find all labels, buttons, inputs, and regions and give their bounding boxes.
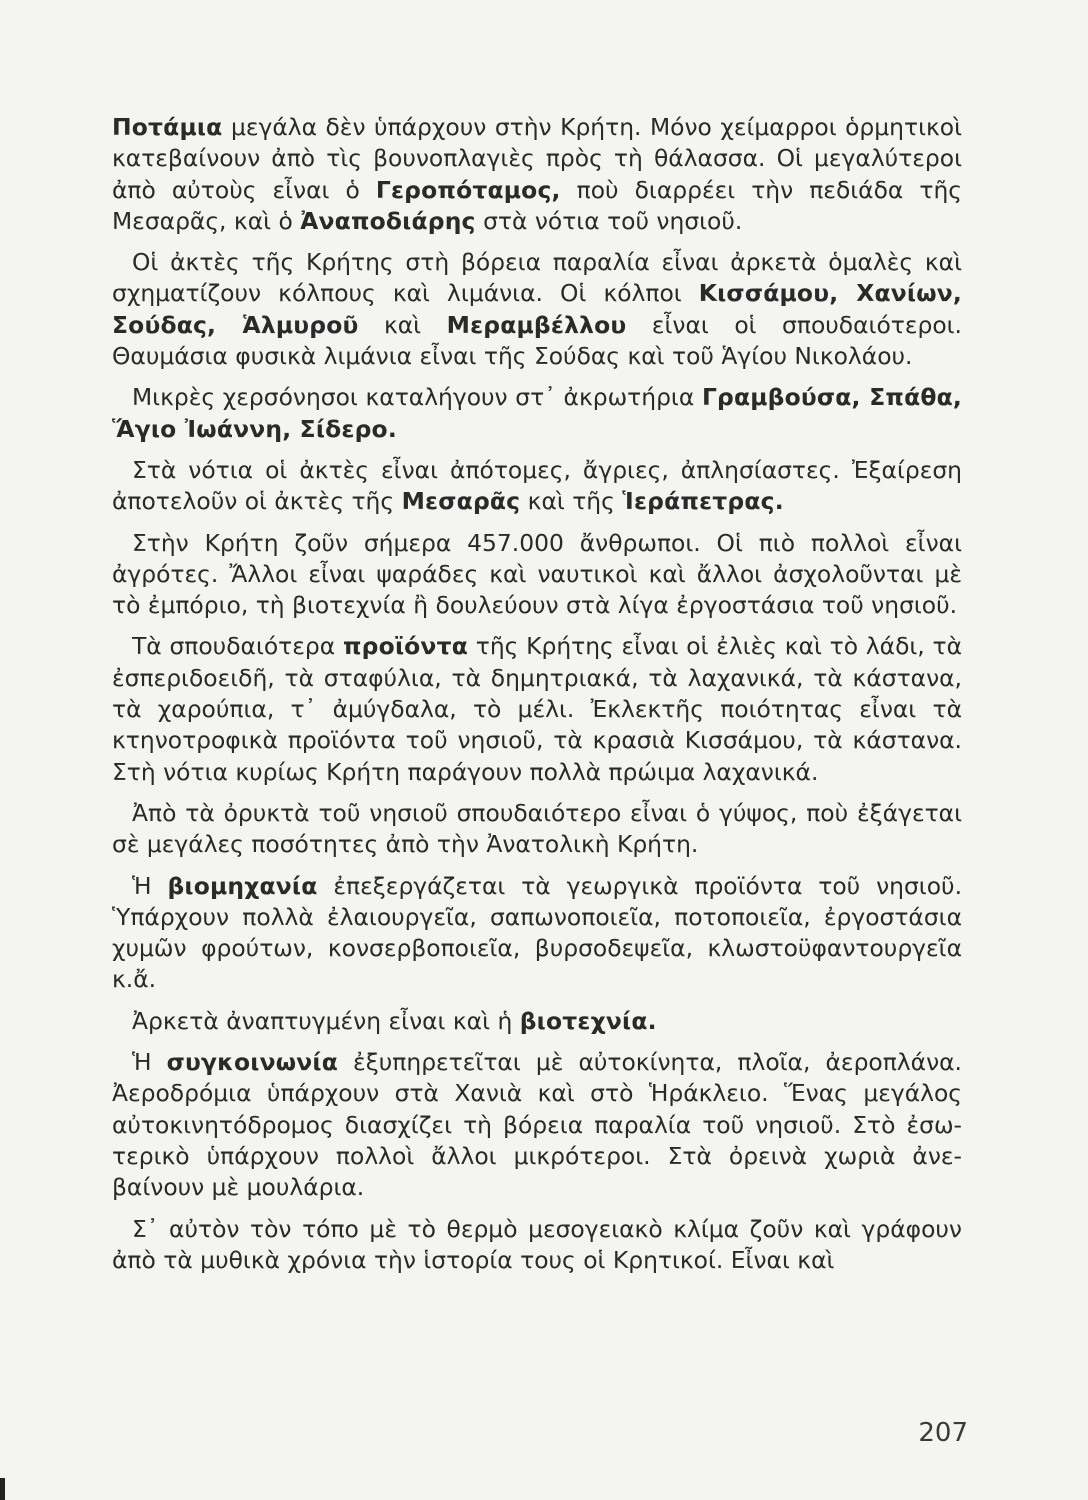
paragraph bbox=[112, 455, 962, 518]
text-run: καὶ τῆς bbox=[520, 487, 623, 516]
text-run: στὰ νότια τοῦ νησιοῦ. bbox=[475, 206, 743, 235]
text-run: ἐξυπηρετεῖται μὲ αὐτοκίνητα, πλοῖα, ἀεροπλάνα. Ἀεροδρόμια ὑπάρχουν στὰ Χανιὰ καὶ στὸ Ἡράκλειο. Ἕνας μεγάλος αὐτοκινητόδρομος διασχίζει τὴ βόρεια παραλία τοῦ νησιοῦ. Στὸ ἐσωτερικὸ ὑπάρχουν πολλοὶ ἄλλοι μικρότεροι. Στὰ ὀρεινὰ χωριὰ ἀνεβαίνουν μὲ μουλάρια. bbox=[112, 1048, 962, 1202]
text-run: Τὰ σπουδαιότερα bbox=[132, 632, 343, 661]
paragraph bbox=[112, 798, 962, 861]
paragraph bbox=[112, 1214, 962, 1277]
text-run: Στὰ νότια οἱ ἀκτὲς εἶναι ἀπότομες, ἄγριες, ἀπλησίαστες. Ἐξαίρεση ἀποτελοῦν οἱ ἀκτὲς τῆς bbox=[112, 455, 962, 516]
text-run: εἶναι οἱ σπουδαιότεροι. Θαυμάσια φυσικὰ λιμάνια εἶναι τῆς Σούδας καὶ τοῦ Ἁγίου Νικολάου. bbox=[112, 310, 962, 371]
bold-term: βιοτεχνία. bbox=[519, 1006, 657, 1035]
text-run: Ἡ bbox=[132, 1048, 167, 1077]
paragraph bbox=[112, 1006, 962, 1037]
paragraph bbox=[112, 247, 962, 372]
bold-term: συγκοινωνία bbox=[166, 1048, 338, 1077]
text-run: Ἀπὸ τὰ ὀρυκτὰ τοῦ νησιοῦ σπουδαιότερο εἶναι ὁ γύψος, ποὺ ἐξάγεται σὲ μεγάλες ποσότητες ἀπὸ τὴν Ἀνατολικὴ Κρήτη. bbox=[112, 798, 962, 859]
paragraph bbox=[112, 382, 962, 445]
text-run: Σ᾽ αὐτὸν τὸν τόπο μὲ τὸ θερμὸ μεσογειακὸ κλίμα ζοῦν καὶ γράφουν ἀπὸ τὰ μυθικὰ χρόνια τὴν ἱστορία τους οἱ Κρητικοί. Εἶναι καὶ bbox=[112, 1214, 962, 1274]
paragraph bbox=[112, 528, 962, 622]
scan-edge-mark bbox=[0, 1478, 5, 1500]
paragraph bbox=[112, 871, 962, 996]
bold-term: προϊόντα bbox=[342, 632, 468, 661]
bold-term: Ἱεράπετρας. bbox=[622, 487, 784, 516]
page-number: 207 bbox=[918, 1418, 968, 1448]
paragraph bbox=[112, 631, 962, 787]
text-run: ἐπεξεργάζεται τὰ γεωργικὰ προϊόντα τοῦ νησιοῦ. Ὑπάρχουν πολλὰ ἐλαιουργεῖα, σαπωνοποιεῖα, ποτοποιεῖα, ἐργοστάσια χυμῶν φρούτων, κονσερβοποιεῖα, βυρσοδεψεῖα, κλωστοϋφαντουργεῖα κ.ἄ. bbox=[112, 871, 963, 994]
paragraph bbox=[112, 112, 962, 237]
bold-term: Γεροπόταμος, bbox=[375, 175, 561, 204]
text-run: ποὺ διαρρέει τὴν πεδιάδα τῆς Μεσαρᾶς, καὶ ὁ bbox=[112, 175, 962, 235]
body-text bbox=[112, 112, 962, 1286]
bold-term: Ἀναποδιάρης bbox=[300, 206, 476, 235]
bold-term: Ποτάμια bbox=[112, 113, 223, 141]
bold-term: βιομηχανία bbox=[167, 871, 318, 900]
bold-term: Μεσαρᾶς bbox=[401, 487, 521, 516]
text-run: μεγάλα δὲν ὑπάρχουν στὴν Κρήτη. Μόνο χείμαρροι ὁρμητικοὶ κατεβαίνουν ἀπὸ τὶς βουνοπλαγιὲς πρὸς τὴ θάλασσα. Οἱ μεγαλύτεροι ἀπὸ αὐτοὺς εἶναι ὁ bbox=[112, 113, 962, 204]
text-run: Ἀρκετὰ ἀναπτυγμένη εἶναι καὶ ἡ bbox=[132, 1006, 520, 1035]
text-run: Μικρὲς χερσόνησοι καταλήγουν στ᾽ ἀκρωτήρια bbox=[132, 383, 702, 412]
text-run: Στὴν Κρήτη ζοῦν σήμερα 457.000 ἄνθρωποι. Οἱ πιὸ πολλοὶ εἶναι ἀγρότες. Ἄλλοι εἶναι ψαράδες καὶ ναυτικοὶ καὶ ἄλλοι ἀσχολοῦνται μὲ τὸ ἐμπόριο, τὴ βιοτεχνία ἢ δουλεύουν στὰ λίγα ἐργοστάσια τοῦ νησιοῦ. bbox=[112, 528, 962, 620]
paragraph bbox=[112, 1047, 962, 1203]
bold-term: Γραμβούσα, Σπάθα, Ἅγιο Ἰωάννη, Σίδερο. bbox=[112, 383, 962, 443]
text-run: τῆς Κρήτης εἶναι οἱ ἐλιὲς καὶ τὸ λάδι, τὰ ἐσπεριδοειδῆ, τὰ σταφύλια, τὰ δημητριακά, τὰ λαχανικά, τὰ κάστανα, τὰ χαρούπια, τ᾽ ἀμύγδαλα, τὸ μέλι. Ἐκλεκτῆς ποιότητας εἶναι τὰ κτηνοτροφικὰ προϊόντα τοῦ νησιοῦ, τὰ κρασιὰ Κισσάμου, τὰ κάστανα. Στὴ νότια κυρίως Κρήτη παράγουν πολλὰ πρώιμα λαχανικά. bbox=[112, 632, 962, 786]
bold-term: Κισσάμου, Χανίων, Σούδας, Ἁλμυροῦ bbox=[112, 279, 962, 339]
text-run: Οἱ ἀκτὲς τῆς Κρήτης στὴ βόρεια παραλία εἶναι ἀρκετὰ ὁμαλὲς καὶ σχηματίζουν κόλπους καὶ λιμάνια. Οἱ κόλποι bbox=[112, 248, 962, 308]
text-run: Ἡ bbox=[132, 871, 168, 900]
bold-term: Μεραμβέλλου bbox=[446, 310, 627, 339]
text-run: καὶ bbox=[358, 310, 447, 339]
